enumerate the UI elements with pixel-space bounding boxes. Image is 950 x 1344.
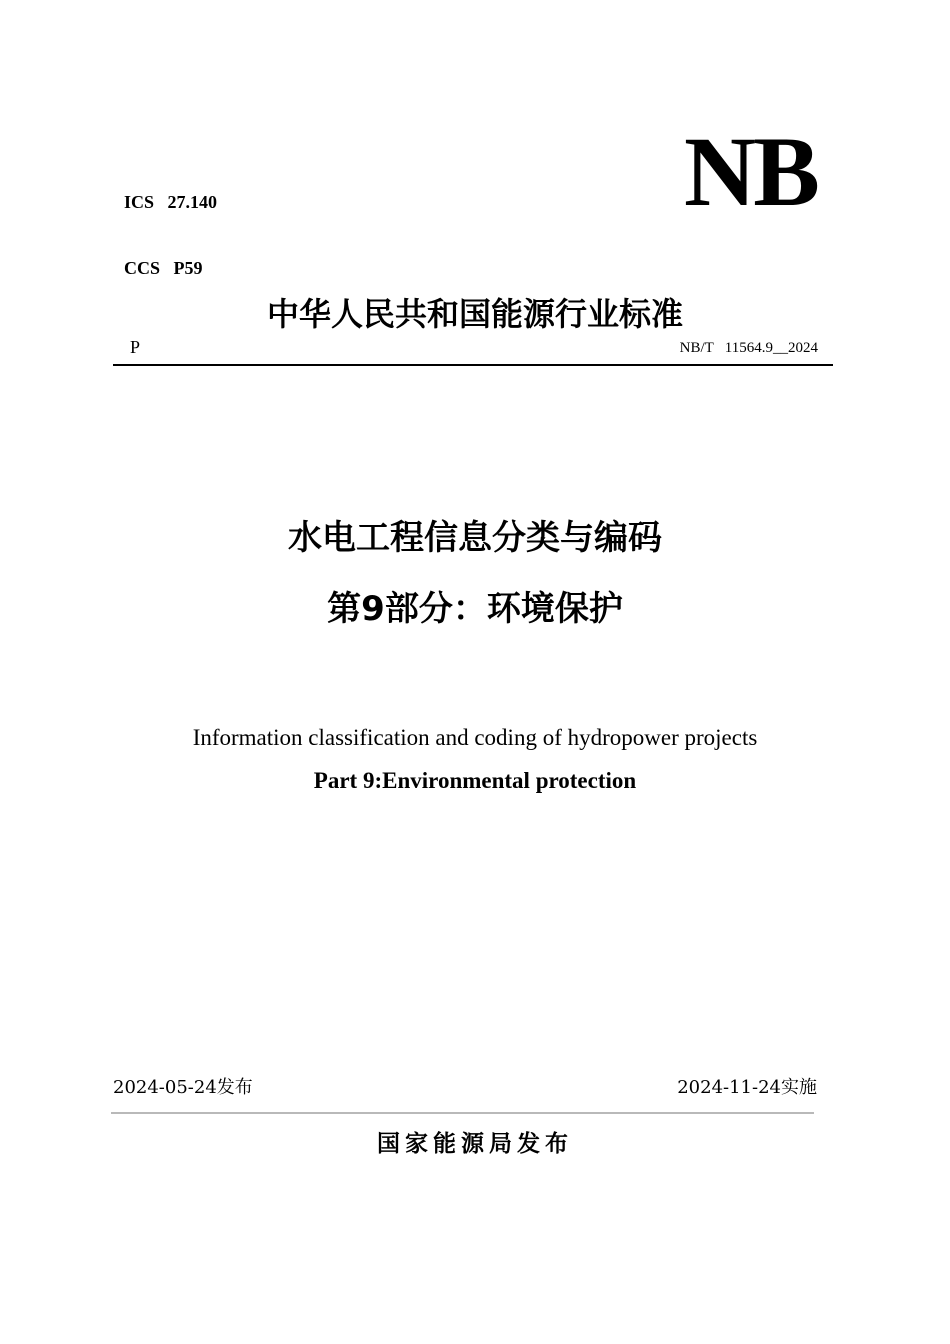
ccs-code: CCS P59: [124, 258, 203, 278]
chinese-title-line1: 水电工程信息分类与编码: [288, 518, 662, 558]
standard-number: NB/T 11564.9__2024: [679, 340, 818, 356]
publisher: 国家能源局发布: [377, 1131, 573, 1157]
nb-logo: NB: [684, 116, 817, 227]
chinese-title-line2: 第9部分：环境保护: [327, 589, 623, 629]
english-title-line2: Part 9:Environmental protection: [313, 768, 637, 793]
classification-codes: [124, 147, 217, 301]
ics-code: ICS 27.140: [124, 192, 218, 212]
bottom-divider: [111, 1112, 814, 1114]
english-title-line1: Information classification and coding of hydropower projects: [192, 725, 758, 750]
top-divider: [113, 364, 833, 366]
standard-title: 中华人民共和国能源行业标准: [266, 295, 683, 333]
issue-date: 2024-05-24发布: [113, 1077, 253, 1098]
category-letter: P: [130, 337, 141, 357]
implementation-date: 2024-11-24实施: [677, 1077, 817, 1098]
